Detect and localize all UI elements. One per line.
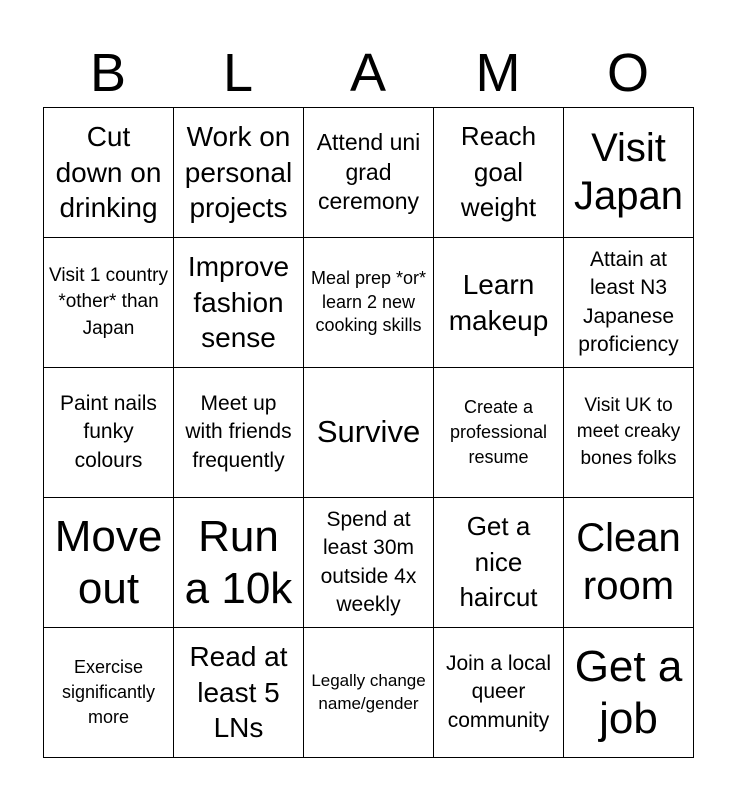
bingo-cell[interactable]: Improve fashion sense [174, 238, 304, 368]
bingo-cell[interactable]: Learn makeup [434, 238, 564, 368]
bingo-cell[interactable]: Create a professional resume [434, 368, 564, 498]
bingo-header [43, 42, 693, 104]
bingo-cell[interactable]: Exercise significantly more [44, 628, 174, 758]
bingo-cell[interactable]: Get a nice haircut [434, 498, 564, 628]
header-letter-a: A [349, 43, 387, 103]
bingo-cell[interactable]: Spend at least 30m outside 4x weekly [304, 498, 434, 628]
bingo-cell[interactable]: Legally change name/gender [304, 628, 434, 758]
bingo-cell[interactable]: Join a local queer community [434, 628, 564, 758]
bingo-cell[interactable]: Attain at least N3 Japanese proficiency [564, 238, 694, 368]
bingo-cell[interactable]: Work on personal projects [174, 108, 304, 238]
bingo-cell[interactable]: Move out [44, 498, 174, 628]
bingo-cell[interactable]: Run a 10k [174, 498, 304, 628]
bingo-cell[interactable]: Attend uni grad ceremony [304, 108, 434, 238]
bingo-cell[interactable]: Read at least 5 LNs [174, 628, 304, 758]
bingo-cell[interactable]: Visit Japan [564, 108, 694, 238]
bingo-cell[interactable]: Paint nails funky colours [44, 368, 174, 498]
bingo-cell[interactable]: Survive [304, 368, 434, 498]
bingo-cell[interactable]: Reach goal weight [434, 108, 564, 238]
bingo-cell[interactable]: Clean room [564, 498, 694, 628]
bingo-cell[interactable]: Get a job [564, 628, 694, 758]
bingo-cell[interactable]: Meet up with friends frequently [174, 368, 304, 498]
header-letter-o: O [606, 43, 649, 103]
bingo-cell[interactable]: Cut down on drinking [44, 108, 174, 238]
header-letter-m: M [475, 43, 521, 103]
bingo-cell[interactable]: Visit 1 country *other* than Japan [44, 238, 174, 368]
header-letter-b: B [89, 43, 127, 103]
bingo-cell[interactable]: Visit UK to meet creaky bones folks [564, 368, 694, 498]
bingo-cell[interactable]: Meal prep *or* learn 2 new cooking skills [304, 238, 434, 368]
bingo-board [43, 107, 694, 758]
header-letter-l: L [222, 43, 254, 103]
